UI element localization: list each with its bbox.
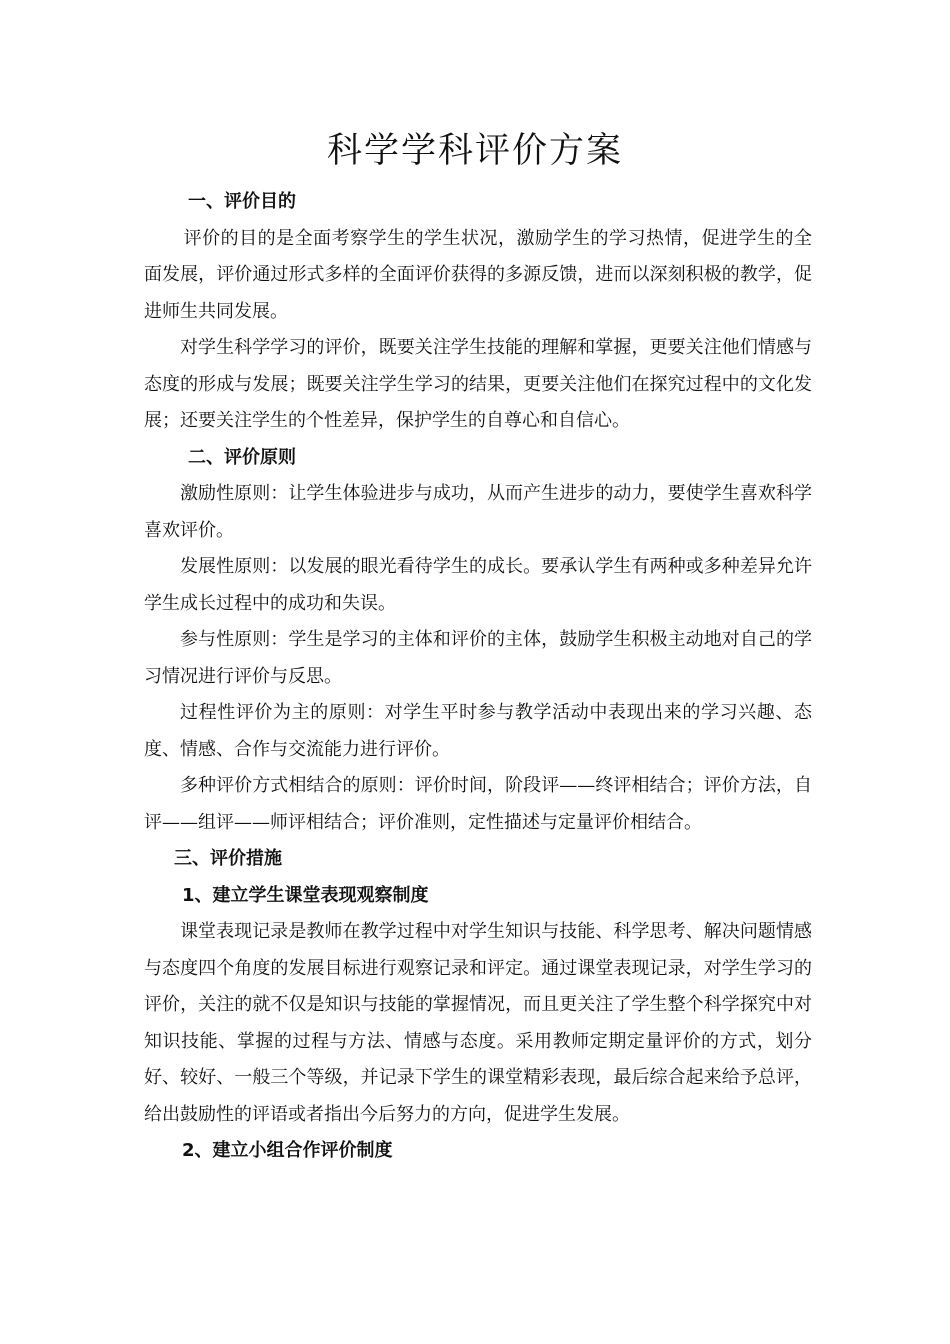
subsection-heading-group-cooperation: 2、建立小组合作评价制度 (182, 1140, 393, 1161)
paragraph: 多种评价方式相结合的原则：评价时间，阶段评——终评相结合；评价方法，自评——组评——师评相结合；评价准则，定性描述与定量评价相结合。 (144, 775, 812, 833)
section-heading-measures: 三、评价措施 (174, 848, 282, 869)
document-body (144, 184, 812, 1170)
paragraph: 对学生科学学习的评价，既要关注学生技能的理解和掌握，更要关注他们情感与态度的形成与发展；既要关注学生学习的结果，更要关注他们在探究过程中的文化发展；还要关注学生的个性差异，保护学生的自尊心和自信心。 (144, 337, 812, 431)
paragraph: 发展性原则：以发展的眼光看待学生的成长。要承认学生有两种或多种差异允许学生成长过程中的成功和失误。 (144, 556, 812, 614)
paragraph: 评价的目的是全面考察学生的学生状况，激励学生的学习热情，促进学生的全面发展，评价通过形式多样的全面评价获得的多源反馈，进而以深刻积极的教学，促进师生共同发展。 (144, 227, 812, 322)
paragraph: 课堂表现记录是教师在教学过程中对学生知识与技能、科学思考、解决问题情感与态度四个角度的发展目标进行观察记录和评定。通过课堂表现记录，对学生学习的评价，关注的就不仅是知识与技能的掌握情况，而且更关注了学生整个科学探究中对知识技能、掌握的过程与方法、情感与态度。采用教师定期定量评价的方式，划分好、较好、一般三个等级，并记录下学生的课堂精彩表现，最后综合起来给予总评，给出鼓励性的评语或者指出今后努力的方向，促进学生发展。 (144, 921, 812, 1125)
paragraph: 激励性原则：让学生体验进步与成功，从而产生进步的动力，要使学生喜欢科学喜欢评价。 (144, 483, 812, 541)
paragraph: 过程性评价为主的原则：对学生平时参与教学活动中表现出来的学习兴趣、态度、情感、合作与交流能力进行评价。 (144, 702, 812, 760)
subsection-heading-classroom-observation: 1、建立学生课堂表现观察制度 (182, 884, 429, 906)
section-heading-principles: 二、评价原则 (188, 446, 296, 468)
page-title: 科学学科评价方案 (326, 131, 623, 171)
section-heading-purpose: 一、评价目的 (188, 191, 296, 212)
paragraph: 参与性原则：学生是学习的主体和评价的主体，鼓励学生积极主动地对自己的学习情况进行评价与反思。 (144, 629, 812, 687)
